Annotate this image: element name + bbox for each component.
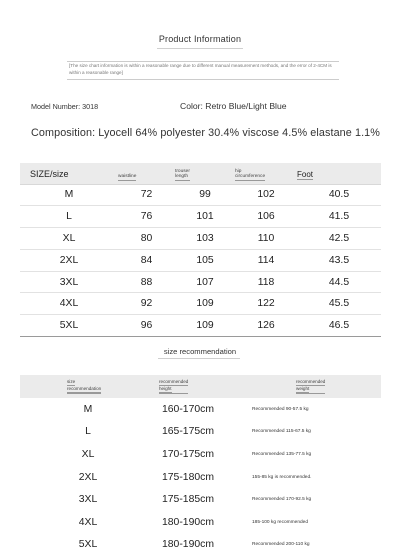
recommendation-underline [158,358,240,359]
size-recommendation-table [20,375,381,550]
rec-size-column-header [20,375,156,398]
table-row [20,206,381,228]
foot-cell: 42.5 [297,228,381,250]
rec-height-header-label: recommended height [159,379,188,393]
rec-weight-cell: Recommended 115-67.5 kg [252,429,311,435]
hip-cell: 114 [235,249,297,271]
waist-cell: 92 [118,293,175,315]
hip-header-label: hip circumference [235,168,266,180]
foot-header-label: Foot [297,170,314,180]
size-cell: 3XL [20,271,118,293]
length-cell: 103 [175,228,235,250]
waist-header-label: waistline [118,174,137,180]
rec-height-cell: 175-185cm [162,494,214,506]
table-row [20,466,381,489]
table-row [20,184,381,206]
rec-weight-cell: Recommended 170-92.5 kg [252,497,312,503]
hip-cell: 126 [235,315,297,337]
rec-size-cell: 2XL [78,471,98,483]
size-chart-header-row [20,163,381,184]
length-cell: 109 [175,293,235,315]
table-row [20,315,381,337]
recommendation-header-row [20,375,381,398]
rec-weight-header-label: recommended weight [296,379,325,393]
hip-cell: 122 [235,293,297,315]
foot-column-header [297,163,381,184]
foot-cell: 40.5 [297,184,381,206]
length-cell: 109 [175,315,235,337]
table-row [20,271,381,293]
rec-weight-cell: Recommended 200-110 kg [252,542,310,548]
rec-height-cell: 170-175cm [162,448,214,460]
size-column-header [20,163,118,184]
product-composition: Composition: Lyocell 64% polyester 30.4% viscose 4.5% elastane 1.1% [31,127,380,139]
table-row [20,293,381,315]
foot-cell: 44.5 [297,271,381,293]
size-cell: 2XL [20,249,118,271]
waist-cell: 80 [118,228,175,250]
rec-height-cell: 175-180cm [162,471,214,483]
foot-cell: 41.5 [297,206,381,228]
product-color: Color: Retro Blue/Light Blue [180,101,287,111]
waist-cell: 76 [118,206,175,228]
size-cell: M [20,184,118,206]
rec-height-column-header [156,375,250,398]
length-cell: 101 [175,206,235,228]
hip-cell: 118 [235,271,297,293]
table-row [20,421,381,444]
table-row [20,511,381,534]
rec-weight-column-header [250,375,381,398]
rec-size-cell: 4XL [78,516,98,528]
length-header-label: trouser length [175,168,190,180]
size-header-label: SIZE/size [30,169,69,180]
hip-column-header [235,163,297,184]
rec-weight-cell: Recommended 135-77.5 kg [252,451,312,457]
rec-size-cell: M [83,403,93,415]
hip-cell: 106 [235,206,297,228]
rec-weight-cell: Recommended 90-57.5 kg [252,406,309,412]
rec-weight-cell: 155-85 kg is recommended. [252,474,312,480]
rec-height-cell: 180-190cm [162,539,214,550]
rec-weight-cell: 185-100 kg recommended [252,519,308,525]
size-chart-table [20,163,381,337]
table-row [20,398,381,421]
size-cell: XL [20,228,118,250]
rec-height-cell: 160-170cm [162,403,214,415]
rec-size-cell: 3XL [78,494,98,506]
title-underline [157,48,243,49]
length-cell: 105 [175,249,235,271]
page-title: Product Information [158,34,242,44]
table-row [20,443,381,466]
foot-cell: 43.5 [297,249,381,271]
waist-cell: 84 [118,249,175,271]
rec-size-cell: 5XL [78,539,98,550]
rec-height-cell: 165-175cm [162,426,214,438]
waist-cell: 72 [118,184,175,206]
waist-cell: 96 [118,315,175,337]
length-cell: 107 [175,271,235,293]
length-column-header [175,163,235,184]
waist-cell: 88 [118,271,175,293]
rec-size-header-label: size recommendation [67,379,101,393]
hip-cell: 102 [235,184,297,206]
size-cell: 4XL [20,293,118,315]
table-row [20,228,381,250]
waist-column-header [118,163,175,184]
rec-size-cell: L [85,426,91,438]
model-number: Model Number: 3018 [31,102,99,111]
table-row [20,488,381,511]
table-row [20,249,381,271]
foot-cell: 46.5 [297,315,381,337]
length-cell: 99 [175,184,235,206]
size-cell: L [20,206,118,228]
size-recommendation-label: size recommendation [163,347,237,356]
rec-height-cell: 180-190cm [162,516,214,528]
hip-cell: 110 [235,228,297,250]
table-row [20,534,381,550]
foot-cell: 45.5 [297,293,381,315]
rec-size-cell: XL [81,448,95,460]
measurement-note: [The size chart information is within a reasonable range due to different manual measurement methods, and the error of 2-4CM is within a reasonable range] [67,61,339,80]
size-cell: 5XL [20,315,118,337]
